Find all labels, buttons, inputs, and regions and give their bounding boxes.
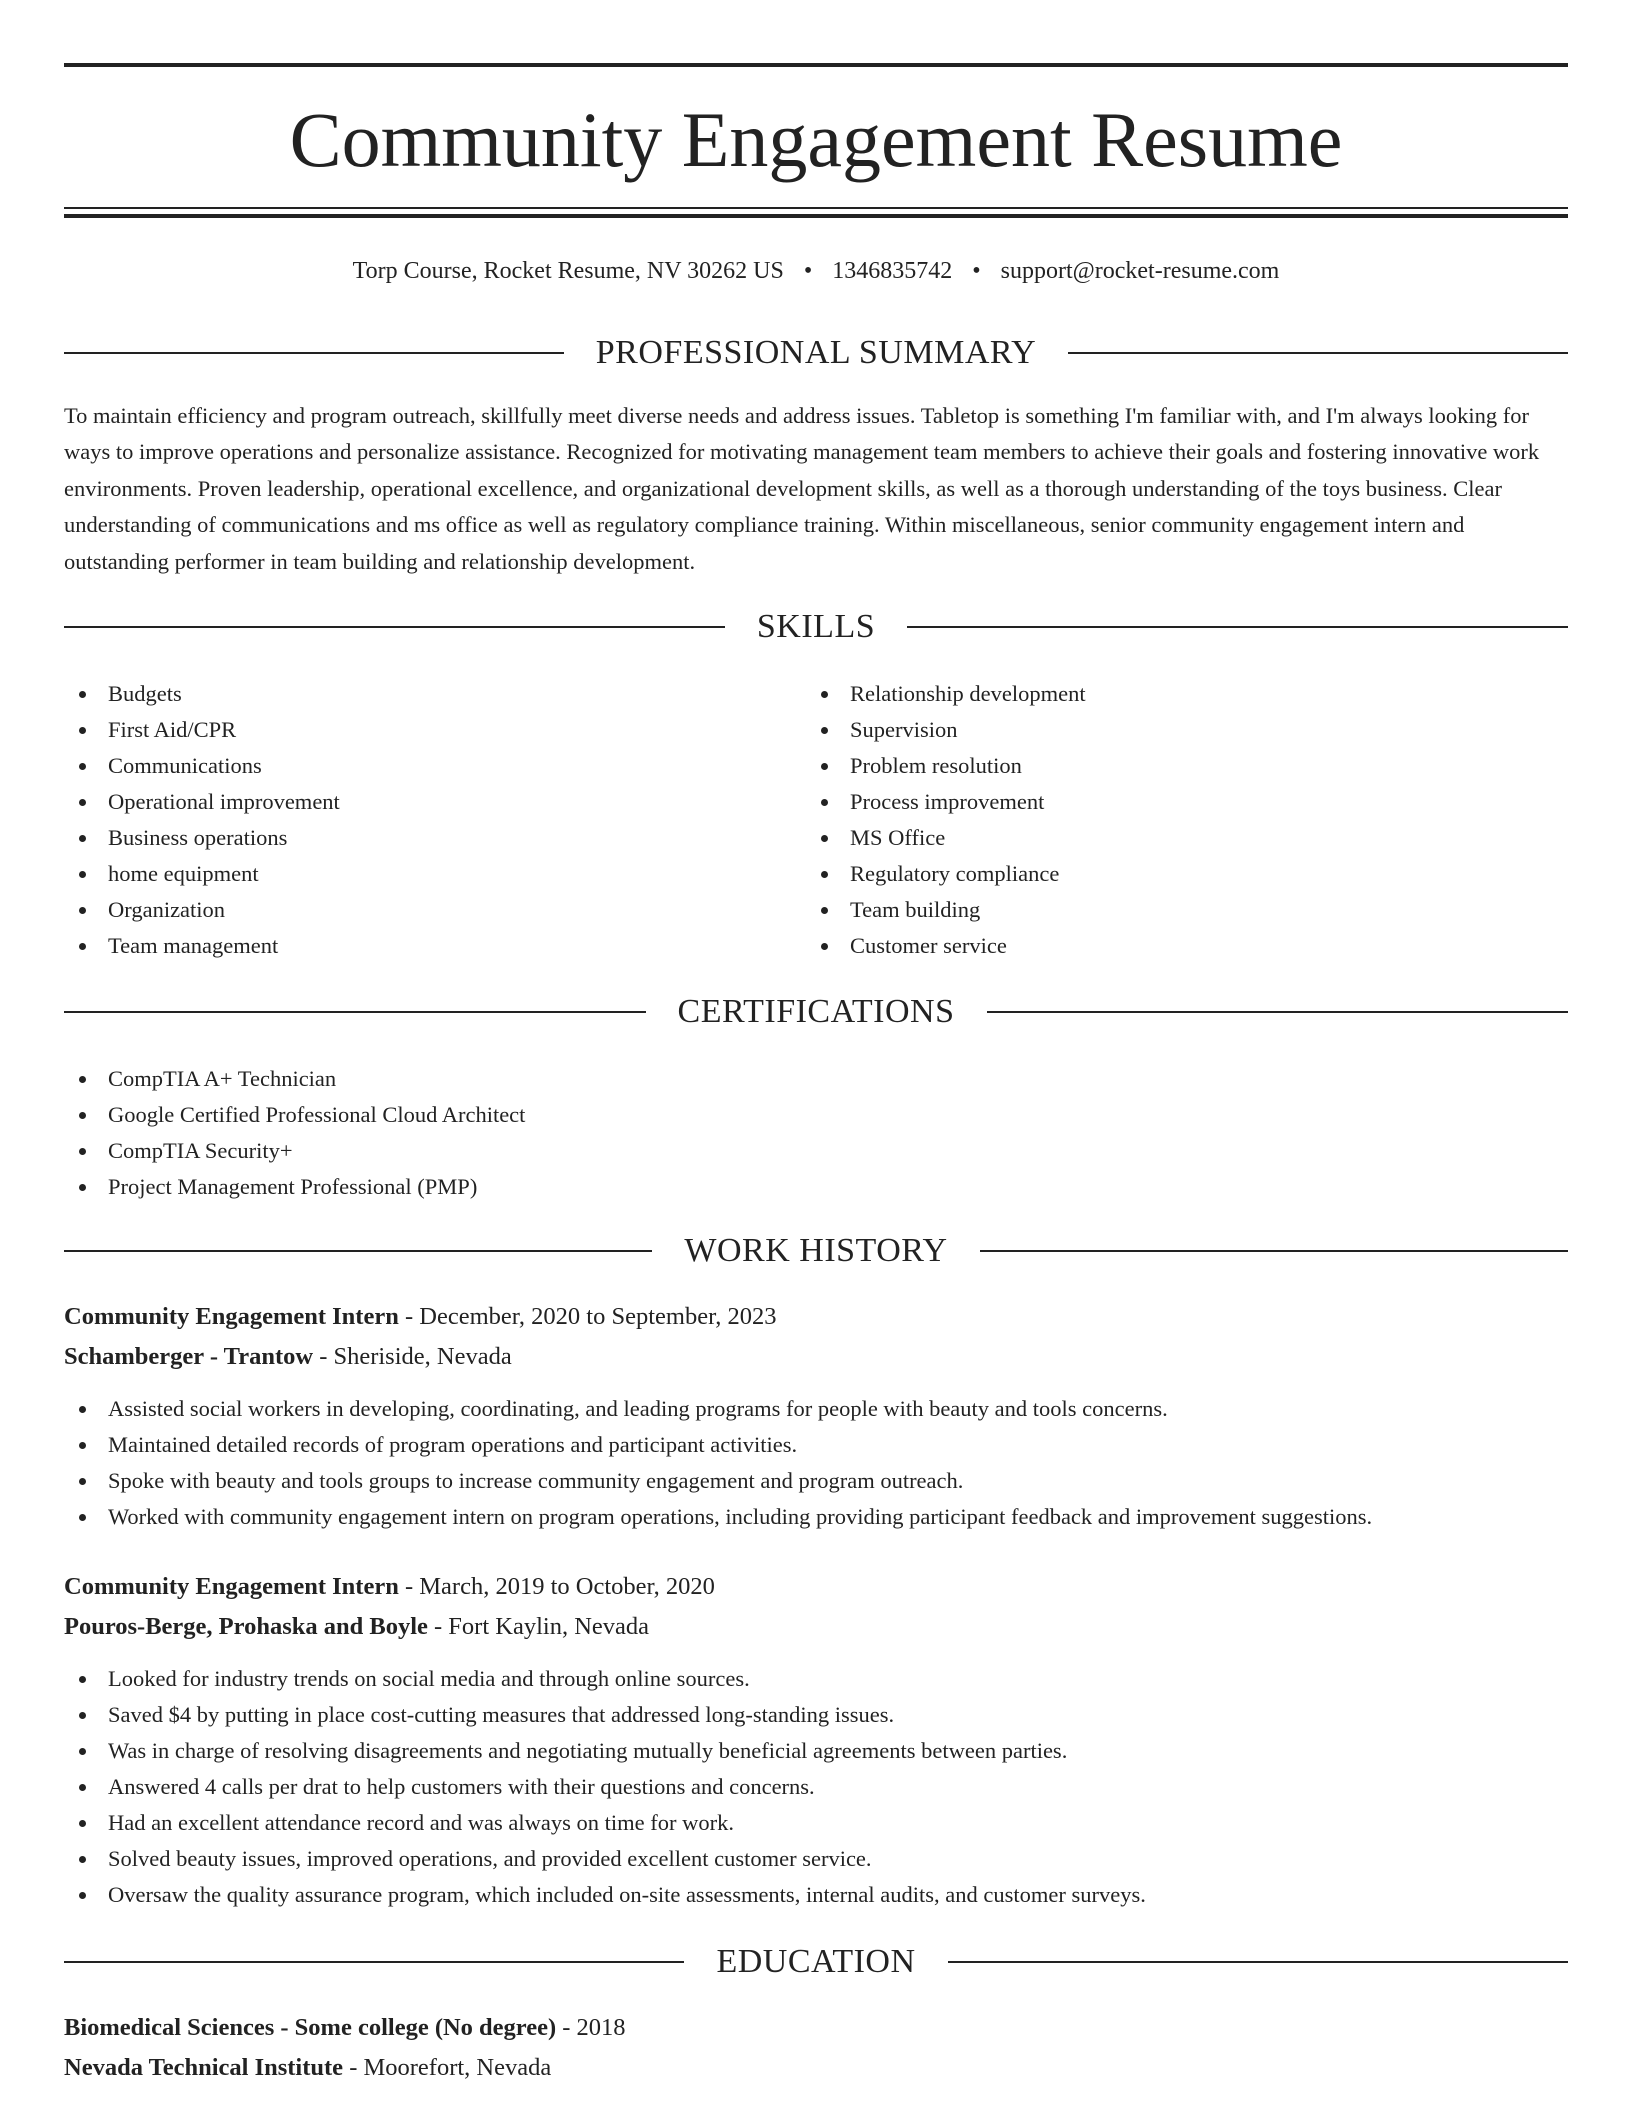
summary-paragraph: To maintain efficiency and program outreach, skillfully meet diverse needs and address issues. Tabletop is something I'm familiar with, and I'm always looking for ways to improve operations and personalize assistance. Recognized for motivating management team members to achieve their goals and fostering innovative work environments. Proven leadership, operational excellence, and organizational development skills, as well as a thorough understanding of the toys business. Clear understanding of communications and ms office as well as regulatory compliance training. Within miscellaneous, senior community engagement intern and outstanding performer in team building and relationship development. [64, 403, 1540, 574]
certification-item: Google Certified Professional Cloud Architect [64, 1097, 1568, 1133]
heading-rule [907, 626, 1568, 628]
job-bullets [64, 1661, 1568, 1913]
education-year: - 2018 [556, 2014, 626, 2041]
skill-item: Communications [64, 748, 804, 784]
job-company: Schamberger - Trantow [64, 1343, 314, 1370]
section-heading-summary [64, 331, 1568, 375]
heading-rule [1068, 352, 1568, 354]
skill-item: Team management [64, 928, 804, 964]
heading-rule [980, 1250, 1568, 1252]
skill-item: Business operations [64, 820, 804, 856]
skill-item: MS Office [806, 820, 1546, 856]
contact-phone: 1346835742 [832, 258, 953, 284]
education-location: - Moorefort, Nevada [343, 2054, 552, 2081]
contact-separator: • [803, 258, 813, 284]
job-title: Community Engagement Intern [64, 1573, 399, 1600]
skill-item: Customer service [806, 928, 1546, 964]
certification-item: CompTIA Security+ [64, 1133, 1568, 1169]
heading-rule [987, 1011, 1569, 1013]
section-heading-work [64, 1229, 1568, 1273]
skill-item: Process improvement [806, 784, 1546, 820]
heading-rule [64, 1961, 684, 1963]
job-bullet: Assisted social workers in developing, coordinating, and leading programs for people with beauty and tools concerns. [64, 1391, 1568, 1427]
certification-item: Project Management Professional (PMP) [64, 1169, 1568, 1205]
section-heading-education [64, 1940, 1568, 1984]
top-rule [64, 63, 1568, 67]
job-company: Pouros-Berge, Prohaska and Boyle [64, 1613, 428, 1640]
heading-rule [64, 1011, 646, 1013]
job-location: - Sheriside, Nevada [313, 1343, 512, 1370]
job-bullet: Spoke with beauty and tools groups to increase community engagement and program outreach. [64, 1463, 1568, 1499]
education-degree-line [64, 2008, 1568, 2048]
certifications-list [64, 1061, 1568, 1205]
education-school-line [64, 2048, 1568, 2088]
skill-item: Operational improvement [64, 784, 804, 820]
education-degree: Biomedical Sciences - Some college (No degree) [64, 2014, 557, 2041]
skill-item: Relationship development [806, 676, 1546, 712]
job-bullets [64, 1391, 1568, 1535]
skill-item: Regulatory compliance [806, 856, 1546, 892]
job-bullet: Was in charge of resolving disagreements and negotiating mutually beneficial agreements between parties. [64, 1733, 1568, 1769]
heading-rule [64, 1250, 652, 1252]
job-company-line [64, 1337, 1568, 1377]
section-title: EDUCATION [716, 1943, 916, 1980]
job-bullet: Looked for industry trends on social media and through online sources. [64, 1661, 1568, 1697]
skill-item: Team building [806, 892, 1546, 928]
contact-separator: • [972, 258, 981, 284]
job-title-line [64, 1297, 1568, 1337]
job-bullet: Maintained detailed records of program operations and participant activities. [64, 1427, 1568, 1463]
skill-item: Budgets [64, 676, 804, 712]
section-title: CERTIFICATIONS [677, 993, 955, 1030]
skill-item: First Aid/CPR [64, 712, 804, 748]
contact-address: Torp Course, Rocket Resume, NV 30262 US [352, 258, 784, 284]
job-bullet: Oversaw the quality assurance program, which included on-site assessments, internal audits, and customer surveys. [64, 1877, 1568, 1913]
skill-item: Supervision [806, 712, 1546, 748]
section-heading-skills [64, 605, 1568, 649]
skill-item: Organization [64, 892, 804, 928]
job-company-line [64, 1607, 1568, 1647]
double-rule [64, 207, 1568, 218]
skill-item: home equipment [64, 856, 804, 892]
job-bullet: Solved beauty issues, improved operations, and provided excellent customer service. [64, 1841, 1568, 1877]
job-bullet: Answered 4 calls per drat to help customers with their questions and concerns. [64, 1769, 1568, 1805]
job-title-line [64, 1567, 1568, 1607]
section-title: SKILLS [756, 608, 876, 645]
job-dates: - December, 2020 to September, 2023 [398, 1303, 777, 1330]
job-title: Community Engagement Intern [64, 1303, 399, 1330]
job-bullet: Worked with community engagement intern on program operations, including providing participant feedback and improvement suggestions. [64, 1499, 1568, 1535]
heading-rule [948, 1961, 1568, 1963]
job-dates: - March, 2019 to October, 2020 [398, 1573, 715, 1600]
skills-list-right [806, 676, 1546, 964]
section-heading-certifications [64, 990, 1568, 1034]
contact-email[interactable]: support@rocket-resume.com [1000, 258, 1280, 284]
resume-title: Community Engagement Resume [289, 96, 1343, 183]
section-title: WORK HISTORY [684, 1232, 948, 1269]
job-bullet: Saved $4 by putting in place cost-cutting measures that addressed long-standing issues. [64, 1697, 1568, 1733]
job-location: - Fort Kaylin, Nevada [427, 1613, 650, 1640]
heading-rule [64, 626, 725, 628]
skills-list-left [64, 676, 804, 964]
certification-item: CompTIA A+ Technician [64, 1061, 1568, 1097]
job-bullet: Had an excellent attendance record and was always on time for work. [64, 1805, 1568, 1841]
education-school: Nevada Technical Institute [64, 2054, 344, 2081]
section-title: PROFESSIONAL SUMMARY [595, 334, 1037, 371]
heading-rule [64, 352, 564, 354]
contact-line [64, 254, 1568, 288]
skill-item: Problem resolution [806, 748, 1546, 784]
